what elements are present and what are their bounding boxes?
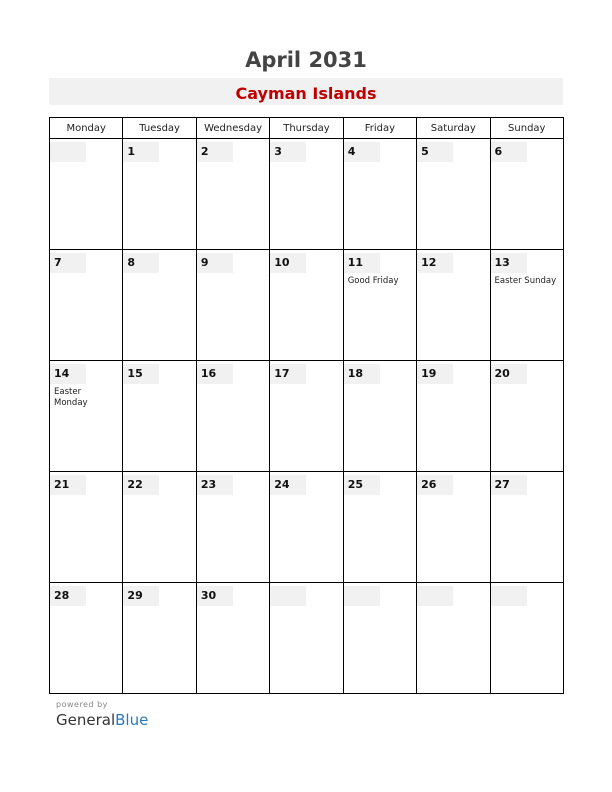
day-number: 29 xyxy=(123,586,159,606)
weekday-header: Monday xyxy=(50,118,123,139)
day-number: 30 xyxy=(197,586,233,606)
day-number: 19 xyxy=(417,364,453,384)
day-number xyxy=(417,586,453,606)
day-cell xyxy=(50,139,123,250)
weekday-header: Tuesday xyxy=(123,118,196,139)
day-number: 27 xyxy=(491,475,527,495)
day-cell xyxy=(196,583,269,694)
day-cell xyxy=(123,139,196,250)
day-number: 22 xyxy=(123,475,159,495)
holiday-label: Good Friday xyxy=(347,276,399,286)
week-row xyxy=(50,250,564,361)
page-title: April 2031 xyxy=(245,48,367,72)
day-number: 5 xyxy=(417,142,453,162)
country-banner xyxy=(49,78,563,105)
weekday-header: Wednesday xyxy=(196,118,269,139)
week-row xyxy=(50,139,564,250)
day-cell xyxy=(490,139,563,250)
brand-name-part2: Blue xyxy=(115,711,149,729)
day-number: 13 xyxy=(491,253,527,273)
week-row xyxy=(50,361,564,472)
day-cell xyxy=(417,250,490,361)
day-cell xyxy=(343,583,416,694)
holiday-label: Easter Monday xyxy=(54,387,88,408)
day-cell xyxy=(343,472,416,583)
day-cell xyxy=(123,583,196,694)
day-number: 25 xyxy=(344,475,380,495)
day-number xyxy=(50,142,86,162)
day-number: 10 xyxy=(270,253,306,273)
day-cell xyxy=(50,583,123,694)
day-cell xyxy=(270,250,343,361)
day-cell xyxy=(196,361,269,472)
day-number: 8 xyxy=(123,253,159,273)
day-number: 7 xyxy=(50,253,86,273)
day-number xyxy=(270,586,306,606)
day-cell xyxy=(343,361,416,472)
weekday-header: Saturday xyxy=(417,118,490,139)
weekday-header: Friday xyxy=(343,118,416,139)
day-cell xyxy=(417,361,490,472)
holiday-label: Easter Sunday xyxy=(494,276,557,286)
powered-by-text: powered by xyxy=(56,700,108,709)
day-cell xyxy=(490,472,563,583)
weekday-header: Sunday xyxy=(490,118,563,139)
day-cell xyxy=(490,361,563,472)
day-number: 4 xyxy=(344,142,380,162)
day-number: 20 xyxy=(491,364,527,384)
footer xyxy=(56,700,148,729)
day-cell xyxy=(123,361,196,472)
day-number: 1 xyxy=(123,142,159,162)
weekday-header: Thursday xyxy=(270,118,343,139)
brand-logo[interactable] xyxy=(56,711,148,729)
day-number: 24 xyxy=(270,475,306,495)
day-number: 15 xyxy=(123,364,159,384)
day-number xyxy=(344,586,380,606)
day-number: 26 xyxy=(417,475,453,495)
day-number: 21 xyxy=(50,475,86,495)
day-cell xyxy=(270,361,343,472)
day-cell xyxy=(417,139,490,250)
week-row xyxy=(50,472,564,583)
day-cell xyxy=(50,472,123,583)
day-cell xyxy=(50,361,123,472)
day-cell xyxy=(196,139,269,250)
day-number xyxy=(491,586,527,606)
calendar-table xyxy=(49,117,564,694)
day-cell xyxy=(196,472,269,583)
day-number: 3 xyxy=(270,142,306,162)
day-cell xyxy=(123,250,196,361)
day-cell xyxy=(417,583,490,694)
day-cell xyxy=(343,139,416,250)
day-cell xyxy=(343,250,416,361)
day-cell xyxy=(270,139,343,250)
day-number: 14 xyxy=(50,364,86,384)
brand-name-part1: General xyxy=(56,711,116,729)
day-number: 23 xyxy=(197,475,233,495)
day-number: 6 xyxy=(491,142,527,162)
calendar-grid xyxy=(49,117,564,697)
day-cell xyxy=(490,250,563,361)
day-cell xyxy=(490,583,563,694)
day-number: 11 xyxy=(344,253,380,273)
day-number: 12 xyxy=(417,253,453,273)
day-cell xyxy=(50,250,123,361)
day-cell xyxy=(270,472,343,583)
day-number: 28 xyxy=(50,586,86,606)
day-number: 18 xyxy=(344,364,380,384)
day-number: 9 xyxy=(197,253,233,273)
day-cell xyxy=(270,583,343,694)
day-number: 2 xyxy=(197,142,233,162)
country-name: Cayman Islands xyxy=(235,84,377,103)
day-number: 16 xyxy=(197,364,233,384)
week-row xyxy=(50,583,564,694)
day-number: 17 xyxy=(270,364,306,384)
day-cell xyxy=(123,472,196,583)
weekday-header-row xyxy=(50,118,564,139)
day-cell xyxy=(417,472,490,583)
day-cell xyxy=(196,250,269,361)
